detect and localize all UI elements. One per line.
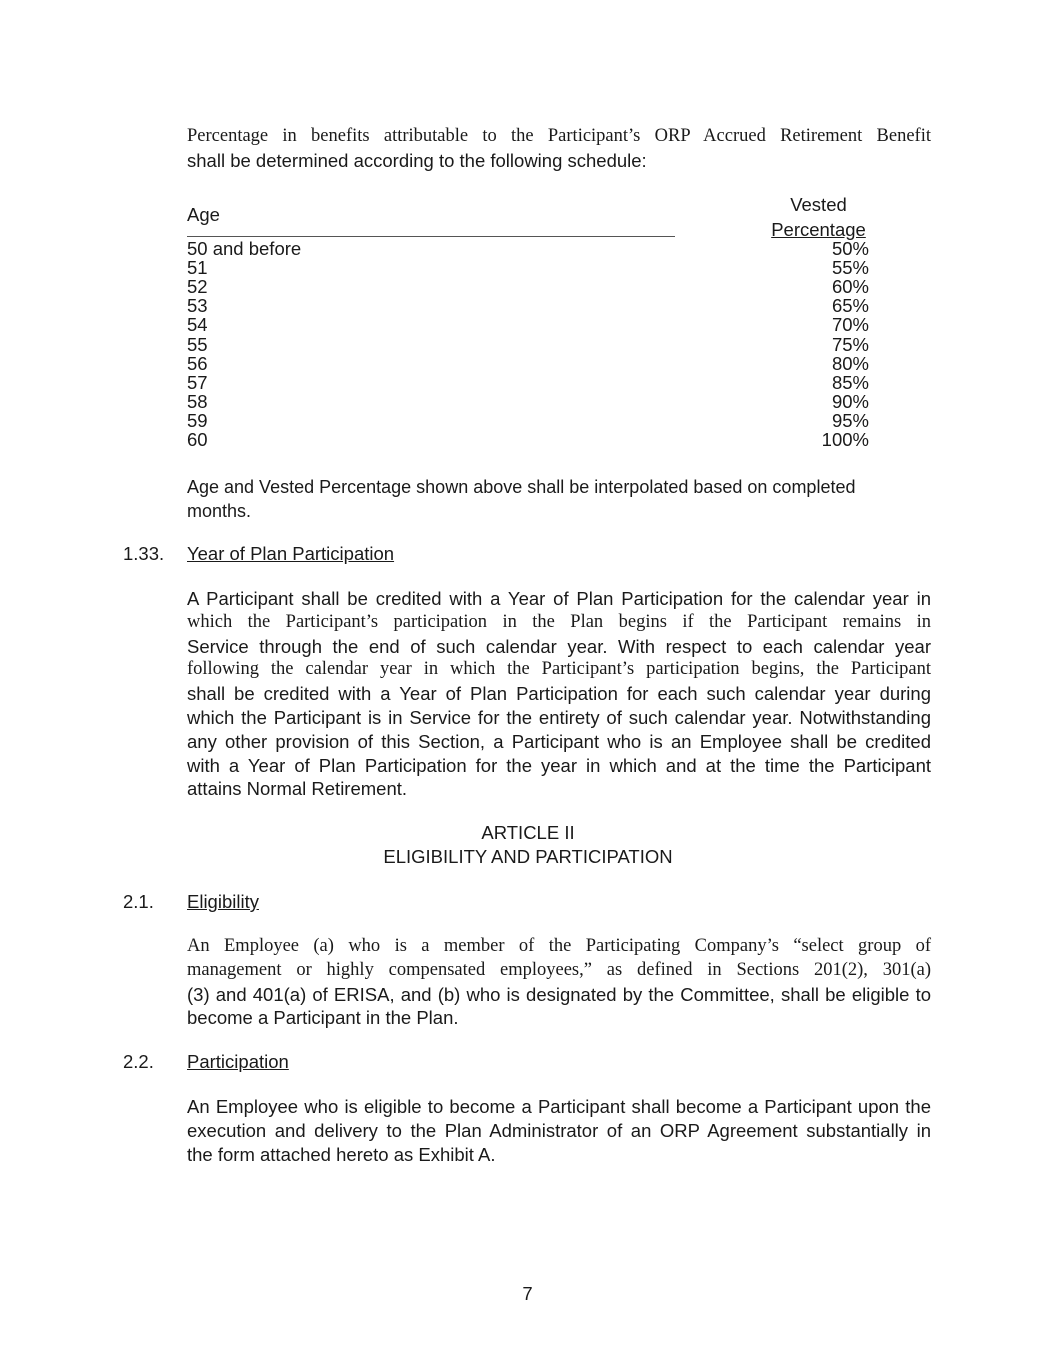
section-2-1-body — [187, 935, 931, 1030]
intro-line-1: Percentage in benefits attributable to the Participant’s ORP Accrued Retirement Benefit — [187, 126, 931, 146]
section-number: 2.2. — [123, 1051, 154, 1072]
column-header-percentage: Percentage — [771, 219, 866, 240]
body-line: which the Participant is in Service for the entirety of such calendar year. Notwithstanding — [187, 706, 931, 728]
schedule-row — [187, 335, 869, 354]
schedule-vested-percentage: 75% — [831, 333, 869, 355]
schedule-vested-percentage: 95% — [831, 409, 869, 431]
section-title: Year of Plan Participation — [187, 543, 395, 564]
section-title: Participation — [187, 1051, 289, 1072]
schedule-vested-percentage: 65% — [831, 295, 869, 317]
body-line: A Participant shall be credited with a Year of Plan Participation for the calendar year in — [187, 588, 931, 609]
body-line: (3) and 401(a) of ERISA, and (b) who is designated by the Committee, shall be eligible to — [187, 983, 931, 1005]
schedule-age: 52 — [187, 276, 208, 298]
article-label: ARTICLE II — [481, 822, 575, 843]
schedule-note-line-2: months. — [187, 501, 252, 521]
schedule-row — [187, 239, 869, 258]
section-title: Eligibility — [187, 891, 259, 912]
column-header-vested: Vested — [790, 194, 847, 215]
schedule-vested-percentage: 60% — [831, 276, 869, 298]
schedule-age: 55 — [187, 333, 208, 355]
schedule-row — [187, 277, 869, 296]
schedule-vested-percentage: 55% — [831, 257, 869, 279]
schedule-age: 58 — [187, 390, 208, 412]
page-number: 7 — [522, 1283, 533, 1304]
intro-line-2: shall be determined according to the following schedule: — [187, 150, 647, 171]
schedule-age: 56 — [187, 352, 208, 374]
body-line: any other provision of this Section, a Participant who is an Employee shall be credited — [187, 730, 931, 752]
body-line: An Employee (a) who is a member of the Participating Company’s “select group of — [187, 936, 931, 956]
schedule-note-line-1: Age and Vested Percentage shown above shall be interpolated based on completed — [187, 477, 856, 497]
column-header-age: Age — [187, 204, 220, 225]
section-number: 2.1. — [123, 891, 154, 912]
section-number: 1.33. — [123, 543, 165, 564]
age-header-rule — [187, 236, 675, 237]
body-line: management or highly compensated employees,” as defined in Sections 201(2), 301(a) — [187, 959, 931, 980]
schedule-row — [187, 258, 869, 277]
schedule-age: 50 and before — [187, 238, 302, 259]
schedule-vested-percentage: 90% — [831, 390, 869, 412]
body-line: Service through the end of such calendar year. With respect to each calendar year — [187, 635, 931, 657]
body-line: An Employee who is eligible to become a Participant shall become a Participant upon the — [187, 1096, 931, 1117]
schedule-row — [187, 315, 869, 334]
schedule-vested-percentage: 85% — [831, 371, 869, 393]
section-1-33-body — [187, 587, 931, 801]
schedule-age: 53 — [187, 295, 208, 317]
schedule-age: 54 — [187, 314, 208, 336]
body-line: attains Normal Retirement. — [187, 778, 408, 800]
schedule-age: 51 — [187, 257, 208, 279]
schedule-row — [187, 392, 869, 411]
section-2-2-body — [187, 1095, 931, 1166]
article-title: ELIGIBILITY AND PARTICIPATION — [383, 846, 673, 867]
body-line: become a Participant in the Plan. — [187, 1007, 459, 1029]
body-line: the form attached hereto as Exhibit A. — [187, 1143, 496, 1165]
schedule-row — [187, 296, 869, 315]
body-line: shall be credited with a Year of Plan Participation for each such calendar year during — [187, 683, 931, 705]
schedule-row — [187, 373, 869, 392]
schedule-row — [187, 430, 869, 449]
body-line: following the calendar year in which the Participant’s participation begins, the Participant — [187, 659, 931, 680]
body-line: which the Participant’s participation in the Plan begins if the Participant remains in — [187, 611, 931, 632]
schedule-age: 57 — [187, 371, 208, 393]
body-line: execution and delivery to the Plan Administrator of an ORP Agreement substantially in — [187, 1119, 931, 1141]
schedule-vested-percentage: 70% — [831, 314, 869, 336]
schedule-vested-percentage: 50% — [831, 238, 869, 259]
schedule-age: 59 — [187, 409, 208, 431]
schedule-vested-percentage: 100% — [821, 429, 869, 450]
schedule-row — [187, 411, 869, 430]
schedule-vested-percentage: 80% — [831, 352, 869, 374]
schedule-age: 60 — [187, 429, 208, 450]
body-line: with a Year of Plan Participation for the year in which and at the time the Participant — [187, 754, 931, 776]
schedule-row — [187, 354, 869, 373]
